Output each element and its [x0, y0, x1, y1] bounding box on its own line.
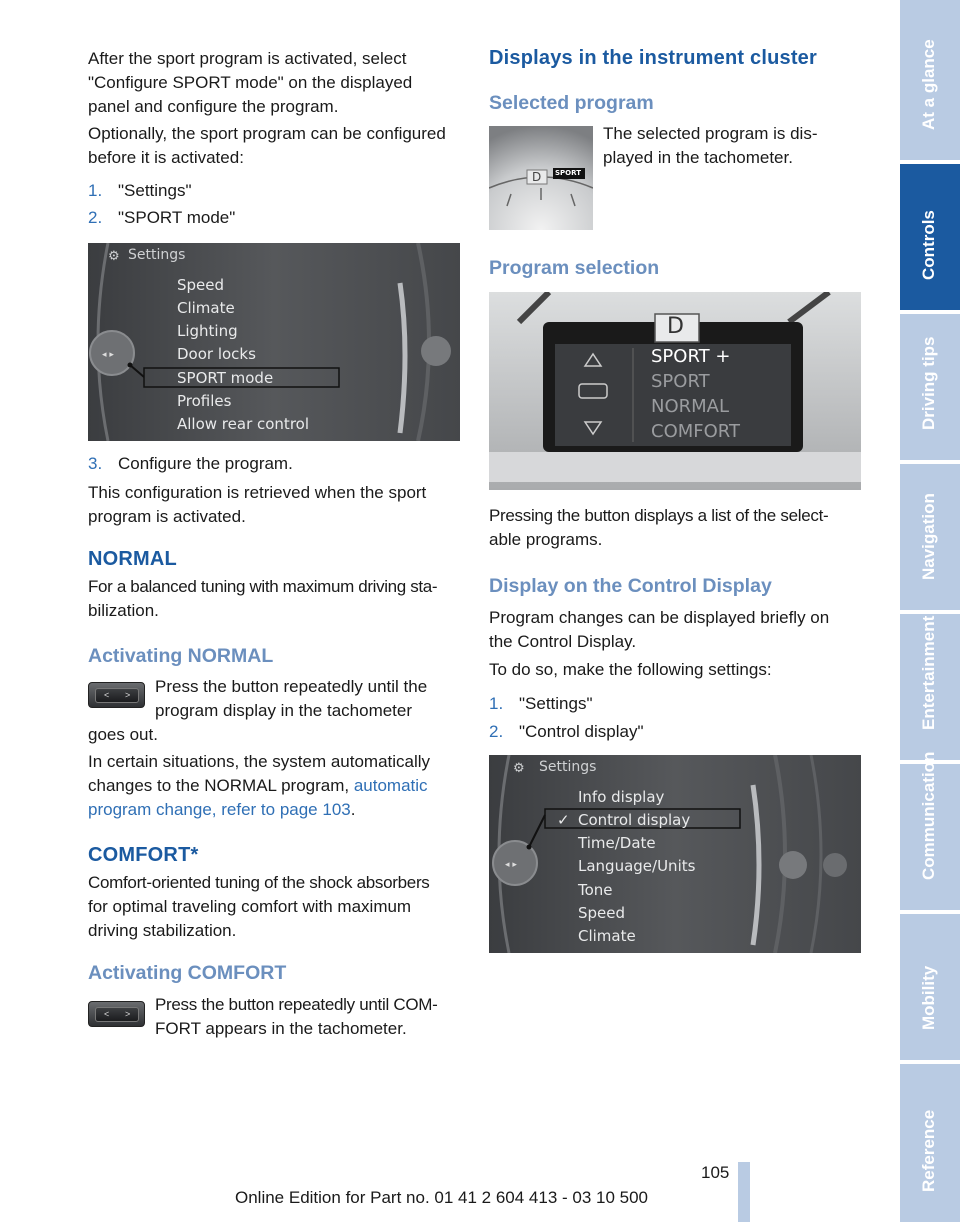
comfort-text: Comfort-oriented tuning of the shock absorbers [88, 873, 430, 892]
drive-mode-button-icon: < > [88, 1001, 145, 1027]
menu-item[interactable]: Time/Date [578, 834, 656, 852]
step-number: 1. [489, 694, 504, 713]
svg-text:◂ ▸: ◂ ▸ [505, 860, 517, 870]
selected-text: played in the tachometer. [603, 148, 793, 167]
panel-gear: D [667, 314, 684, 339]
menu-item[interactable]: Lighting [177, 322, 238, 340]
svg-text:⚙: ⚙ [513, 761, 525, 776]
selected-program-heading: Selected program [489, 92, 654, 114]
intro-text: panel and configure the program. [88, 97, 339, 116]
program-option: SPORT [651, 371, 710, 392]
drive-mode-button-icon: < > [88, 682, 145, 708]
tab-communication[interactable]: Communication [900, 764, 960, 910]
displays-heading: Displays in the instrument cluster [489, 47, 817, 69]
normal-text: For a balanced tuning with maximum driving sta- [88, 577, 438, 596]
page-number: 105 [701, 1163, 730, 1182]
settings-header: Settings [128, 247, 186, 263]
tacho-sport-badge: SPORT [555, 169, 581, 177]
selected-text: The selected program is dis- [603, 124, 818, 143]
step-text: "Control display" [519, 722, 644, 741]
menu-item-control-display[interactable]: Control display [578, 811, 691, 829]
menu-item[interactable]: Language/Units [578, 857, 696, 875]
tacho-gear: D [532, 170, 542, 184]
tab-entertainment[interactable]: Entertainment [900, 614, 960, 760]
tab-navigation[interactable]: Navigation [900, 464, 960, 610]
step-number: 3. [88, 454, 103, 473]
chapter-tabs [900, 0, 960, 1222]
step-text: "SPORT mode" [118, 208, 236, 227]
press-comfort-text: FORT appears in the tachometer. [155, 1019, 407, 1038]
press-normal-text: program display in the tachometer [155, 701, 413, 720]
menu-item[interactable]: Profiles [177, 392, 232, 410]
step-item [489, 692, 593, 717]
changes-text: the Control Display. [489, 632, 637, 651]
svg-text:⚙: ⚙ [108, 249, 120, 264]
program-option: NORMAL [651, 396, 730, 417]
tab-controls[interactable]: Controls [900, 164, 960, 310]
auto-change-link[interactable]: program change, refer to page 103 [88, 800, 351, 819]
page-marker-bar [738, 1162, 750, 1222]
settings-screen-background [88, 243, 460, 441]
activating-normal-heading: Activating NORMAL [88, 645, 274, 667]
step-item [88, 179, 192, 204]
step-number: 2. [88, 208, 103, 227]
menu-item[interactable]: Info display [578, 788, 665, 806]
optional-text: Optionally, the sport program can be configured [88, 124, 446, 143]
settings-header: Settings [539, 759, 597, 775]
step-text: "Settings" [118, 181, 192, 200]
menu-item-sport-mode[interactable]: SPORT mode [177, 369, 274, 387]
menu-item[interactable]: Speed [177, 276, 225, 294]
program-selection-heading: Program selection [489, 257, 660, 279]
program-option-selected: SPORT + [651, 346, 731, 367]
settings-screen-background [489, 755, 861, 953]
step-number: 2. [489, 722, 504, 741]
step-item [88, 452, 293, 477]
normal-text: bilization. [88, 601, 159, 620]
settings-screenshot [88, 243, 460, 441]
comfort-text: for optimal traveling comfort with maximum [88, 897, 412, 916]
step-item [489, 720, 644, 745]
intro-text: "Configure SPORT mode" on the displayed [88, 73, 413, 92]
tachometer-image [489, 126, 593, 230]
intro-text: After the sport program is activated, select [88, 49, 407, 68]
tab-at-a-glance[interactable]: At a glance [900, 0, 960, 160]
auto-change-text: program change, refer to page 103. [88, 800, 356, 819]
svg-text:◂ ▸: ◂ ▸ [102, 350, 114, 360]
step-number: 1. [88, 181, 103, 200]
step-text: Configure the program. [118, 454, 293, 473]
step-text: "Settings" [519, 694, 593, 713]
retrieved-text: program is activated. [88, 507, 246, 526]
press-normal-text: Press the button repeatedly until the [155, 677, 428, 696]
pressing-text: Pressing the button displays a list of the select- [489, 506, 829, 525]
normal-heading: NORMAL [88, 548, 177, 570]
press-normal-text: goes out. [88, 725, 158, 744]
auto-change-text: changes to the NORMAL program, automatic [88, 776, 428, 795]
menu-item[interactable]: Speed [578, 904, 626, 922]
auto-change-link[interactable]: automatic [353, 776, 428, 795]
comfort-heading: COMFORT* [88, 844, 199, 866]
settings-screenshot-2 [489, 755, 861, 953]
program-option: COMFORT [651, 421, 740, 442]
tab-driving-tips[interactable]: Driving tips [900, 314, 960, 460]
check-icon: ✓ [557, 811, 570, 829]
optional-text: before it is activated: [88, 148, 244, 167]
program-selection-image [489, 292, 861, 490]
tab-reference[interactable]: Reference [900, 1064, 960, 1222]
menu-item[interactable]: Climate [177, 299, 235, 317]
step-item [88, 206, 235, 231]
menu-item[interactable]: Door locks [177, 345, 256, 363]
activating-comfort-heading: Activating COMFORT [88, 962, 287, 984]
comfort-text: driving stabilization. [88, 921, 237, 940]
footer-text: Online Edition for Part no. 01 41 2 604 413 - 03 10 500 [235, 1188, 649, 1207]
pressing-text: able programs. [489, 530, 603, 549]
menu-item[interactable]: Allow rear control [177, 415, 309, 433]
menu-item[interactable]: Climate [578, 927, 636, 945]
menu-item[interactable]: Tone [578, 881, 613, 899]
auto-change-text: In certain situations, the system automatically [88, 752, 431, 771]
tab-mobility[interactable]: Mobility [900, 914, 960, 1060]
press-comfort-text: Press the button repeatedly until COM- [155, 995, 438, 1014]
control-display-heading: Display on the Control Display [489, 575, 772, 597]
todo-text: To do so, make the following settings: [489, 660, 772, 679]
changes-text: Program changes can be displayed briefly on [489, 608, 830, 627]
retrieved-text: This configuration is retrieved when the sport [88, 483, 427, 502]
